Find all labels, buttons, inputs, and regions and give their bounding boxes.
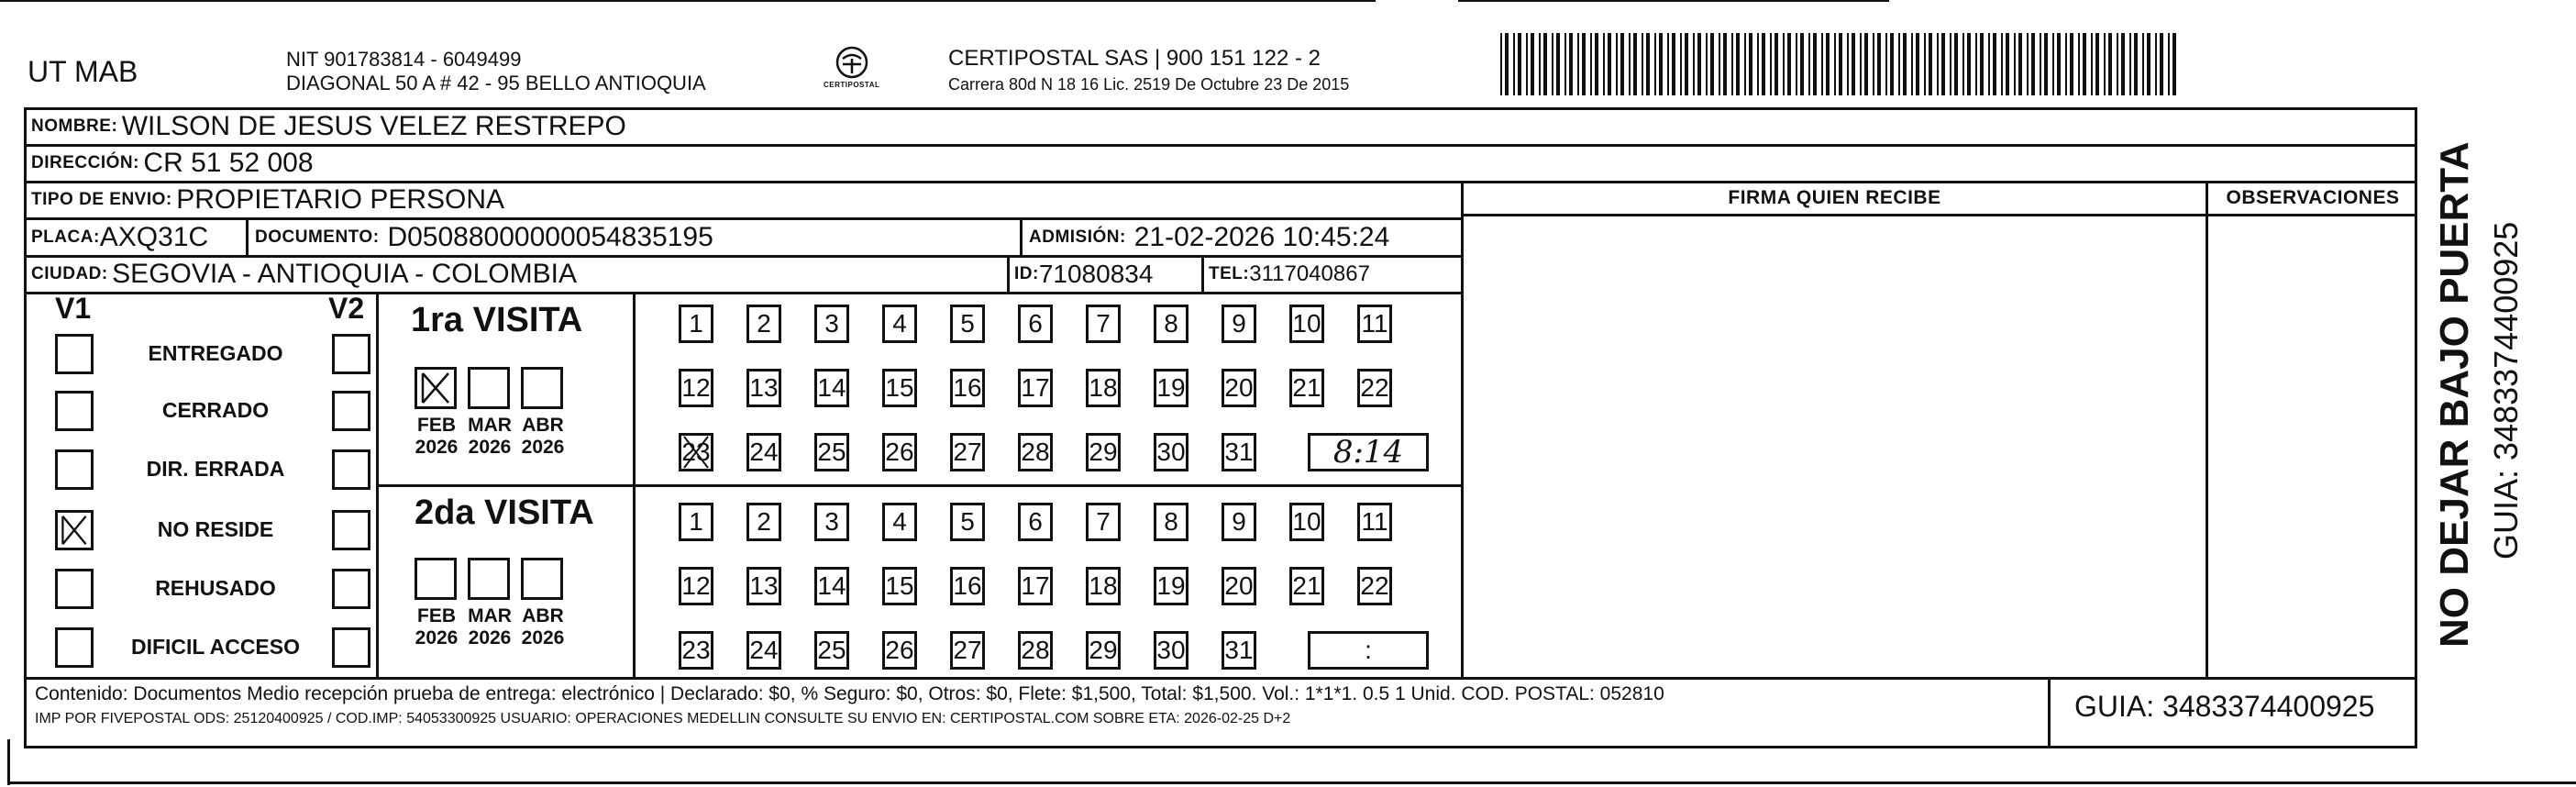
rule-plate-doc xyxy=(246,217,249,255)
visit2-title: 2da VISITA xyxy=(415,493,594,532)
visit2-day-7[interactable]: 7 xyxy=(1086,503,1121,541)
visit2-day-2[interactable]: 2 xyxy=(746,503,781,541)
visit1-day-6[interactable]: 6 xyxy=(1018,305,1053,343)
rule-visit-days xyxy=(633,292,636,677)
company-name: CERTIPOSTAL SAS | 900 151 122 - 2 xyxy=(948,46,1321,71)
observations-header: OBSERVACIONES xyxy=(2226,187,2400,208)
visit1-day-29[interactable]: 29 xyxy=(1086,433,1121,471)
status-v2-checkbox[interactable] xyxy=(332,449,370,490)
status-label: ENTREGADO xyxy=(148,341,283,365)
visit1-day-26[interactable]: 26 xyxy=(882,433,917,471)
address-row xyxy=(31,147,314,180)
visit1-day-3[interactable]: 3 xyxy=(814,305,849,343)
status-v1-checkbox[interactable] xyxy=(55,569,94,609)
visit2-day-1[interactable]: 1 xyxy=(679,503,713,541)
rule-status-visit xyxy=(376,292,379,677)
visit1-day-31[interactable]: 31 xyxy=(1222,433,1256,471)
month-name: ABR xyxy=(522,605,564,626)
visit2-day-28[interactable]: 28 xyxy=(1018,631,1053,670)
visit2-day-4[interactable]: 4 xyxy=(882,503,917,541)
visit2-day-17[interactable]: 17 xyxy=(1018,567,1053,605)
id-row xyxy=(1014,258,1153,291)
visit2-day-29[interactable]: 29 xyxy=(1086,631,1121,670)
month-year: 2026 xyxy=(415,627,459,648)
v2-label: V2 xyxy=(328,292,365,325)
month-year: 2026 xyxy=(468,437,512,458)
visit2-day-26[interactable]: 26 xyxy=(882,631,917,670)
visit1-day-12[interactable]: 12 xyxy=(679,369,713,407)
visit2-month-label xyxy=(464,605,515,649)
visit2-day-14[interactable]: 14 xyxy=(814,567,849,605)
footer-guia: GUIA: 3483374400925 xyxy=(2074,690,2375,723)
visit2-time-box[interactable]: : xyxy=(1308,631,1429,670)
month-name: FEB xyxy=(417,415,456,436)
footer-line1: Contenido: Documentos Medio recepción prueba de entrega: electrónico | Declarado: $0, % Seguro: $0, Otros: $0, Flete: $1,500, Total: $1,500. Vol.: 1*1*1. 0.5 1 Unid. COD. POSTAL: 052810 xyxy=(35,683,1664,704)
visit1-day-11[interactable]: 11 xyxy=(1357,305,1392,343)
month-year: 2026 xyxy=(468,627,512,648)
side-warning: NO DEJAR BAJO PUERTA xyxy=(2432,141,2477,648)
admission-row xyxy=(1029,221,1389,254)
status-label: DIR. ERRADA xyxy=(146,457,285,481)
rule-name xyxy=(24,144,2417,147)
v1-label: V1 xyxy=(55,292,92,325)
visit1-day-4[interactable]: 4 xyxy=(882,305,917,343)
side-guia: GUIA: 3483374400925 xyxy=(2487,221,2525,560)
admission-label: ADMISIÓN: xyxy=(1029,227,1126,247)
status-label: DIFICIL ACCESO xyxy=(130,635,300,659)
visit2-day-3[interactable]: 3 xyxy=(814,503,849,541)
visit2-day-13[interactable]: 13 xyxy=(746,567,781,605)
doc-label: DOCUMENTO: xyxy=(255,227,380,247)
status-v2-checkbox[interactable] xyxy=(332,569,370,609)
visit2-day-20[interactable]: 20 xyxy=(1222,567,1256,605)
visit2-day-5[interactable]: 5 xyxy=(950,503,985,541)
visit1-month-label xyxy=(464,415,515,459)
visit1-month-box-mar[interactable] xyxy=(468,367,510,409)
status-v1-checkbox[interactable] xyxy=(55,449,94,490)
visit2-day-11[interactable]: 11 xyxy=(1357,503,1392,541)
signature-header: FIRMA QUIEN RECIBE xyxy=(1728,187,1941,208)
visit1-day-14[interactable]: 14 xyxy=(814,369,849,407)
left-rule xyxy=(7,739,10,785)
city-row xyxy=(31,258,577,291)
sender-name: UT MAB xyxy=(28,55,138,88)
name-row xyxy=(31,110,626,143)
visit2-day-25[interactable]: 25 xyxy=(814,631,849,670)
visit1-day-30[interactable]: 30 xyxy=(1154,433,1188,471)
id-label: ID: xyxy=(1014,264,1039,283)
visit2-day-12[interactable]: 12 xyxy=(679,567,713,605)
status-v1-checkbox[interactable] xyxy=(55,334,94,374)
month-year: 2026 xyxy=(415,437,459,458)
visit1-month-box-abr[interactable] xyxy=(521,367,563,409)
doc-value: D05088000000054835195 xyxy=(387,222,713,252)
month-year: 2026 xyxy=(521,627,565,648)
status-v1-checkbox[interactable] xyxy=(55,391,94,431)
visit1-title: 1ra VISITA xyxy=(411,301,583,339)
admission-value: 21-02-2026 10:45:24 xyxy=(1133,222,1390,252)
visit1-month-box-feb[interactable] xyxy=(415,367,457,409)
visit1-day-23[interactable]: 23 xyxy=(679,433,713,471)
visit2-month-label xyxy=(517,605,569,649)
visit1-day-1[interactable]: 1 xyxy=(679,305,713,343)
rule-obs-left xyxy=(2206,181,2208,677)
plate-label: PLACA: xyxy=(31,227,100,247)
status-label: NO RESIDE xyxy=(157,517,274,541)
status-v1-checkbox[interactable] xyxy=(55,627,94,668)
logo-text: CERTIPOSTAL xyxy=(824,81,880,89)
barcode xyxy=(1500,33,2184,95)
visit1-day-25[interactable]: 25 xyxy=(814,433,849,471)
visit2-day-24[interactable]: 24 xyxy=(746,631,781,670)
rule-type xyxy=(24,217,1464,220)
shipment-type: PROPIETARIO PERSONA xyxy=(176,184,505,215)
visit1-day-27[interactable]: 27 xyxy=(950,433,985,471)
visit1-day-24[interactable]: 24 xyxy=(746,433,781,471)
top-rule-right xyxy=(1458,0,1889,2)
visit1-day-21[interactable]: 21 xyxy=(1289,369,1324,407)
visit2-day-6[interactable]: 6 xyxy=(1018,503,1053,541)
status-label: CERRADO xyxy=(161,398,270,422)
id-value: 71080834 xyxy=(1038,260,1154,288)
visit1-month-label xyxy=(517,415,569,459)
month-name: MAR xyxy=(468,415,512,436)
visit2-month-box-abr[interactable] xyxy=(521,558,563,600)
visit2-month-box-feb[interactable] xyxy=(415,558,457,600)
visit1-day-15[interactable]: 15 xyxy=(882,369,917,407)
status-v2-checkbox[interactable] xyxy=(332,627,370,668)
rule-city-id xyxy=(1007,255,1010,292)
visit1-day-17[interactable]: 17 xyxy=(1018,369,1053,407)
rule-visit-mid xyxy=(376,484,1464,487)
plate-row xyxy=(31,221,208,254)
rule-sig-left xyxy=(1461,181,1464,677)
rule-footer xyxy=(24,677,2417,680)
visit2-day-19[interactable]: 19 xyxy=(1154,567,1188,605)
visit1-day-16[interactable]: 16 xyxy=(950,369,985,407)
status-v2-checkbox[interactable] xyxy=(332,510,370,550)
visit2-month-label xyxy=(411,605,462,649)
visit1-day-28[interactable]: 28 xyxy=(1018,433,1053,471)
visit1-day-13[interactable]: 13 xyxy=(746,369,781,407)
company-address: Carrera 80d N 18 16 Lic. 2519 De Octubre 23 De 2015 xyxy=(948,75,1350,94)
visit2-day-9[interactable]: 9 xyxy=(1222,503,1256,541)
tel-label: TEL: xyxy=(1209,264,1250,283)
footer-line2: IMP POR FIVEPOSTAL ODS: 25120400925 / COD.IMP: 54053300925 USUARIO: OPERACIONES MEDELLIN CONSULTE SU ENVIO EN: CERTIPOSTAL.COM SOBRE ETA: 2026-02-25 D+2 xyxy=(35,711,1291,726)
tel-value: 3117040867 xyxy=(1249,261,1370,286)
visit2-day-22[interactable]: 22 xyxy=(1357,567,1392,605)
month-name: ABR xyxy=(522,415,564,436)
visit2-day-27[interactable]: 27 xyxy=(950,631,985,670)
sender-nit: NIT 901783814 - 6049499 xyxy=(286,48,522,71)
visit2-day-15[interactable]: 15 xyxy=(882,567,917,605)
rule-sig-header xyxy=(1461,214,2417,216)
address-label: DIRECCIÓN: xyxy=(31,153,139,172)
visit1-day-10[interactable]: 10 xyxy=(1289,305,1324,343)
bottom-rule xyxy=(9,781,2576,784)
doc-row xyxy=(255,221,713,254)
visit1-day-2[interactable]: 2 xyxy=(746,305,781,343)
visit1-day-9[interactable]: 9 xyxy=(1222,305,1256,343)
month-name: FEB xyxy=(417,605,456,626)
month-name: MAR xyxy=(468,605,512,626)
status-v2-checkbox[interactable] xyxy=(332,391,370,431)
status-label: REHUSADO xyxy=(155,576,276,600)
visit2-month-box-mar[interactable] xyxy=(468,558,510,600)
sender-address: DIAGONAL 50 A # 42 - 95 BELLO ANTIOQUIA xyxy=(286,72,706,94)
month-year: 2026 xyxy=(521,437,565,458)
type-label: TIPO DE ENVIO: xyxy=(31,190,172,209)
certipostal-logo xyxy=(824,44,880,95)
visit1-day-19[interactable]: 19 xyxy=(1154,369,1188,407)
visit2-day-8[interactable]: 8 xyxy=(1154,503,1188,541)
city-label: CIUDAD: xyxy=(31,264,108,283)
visit2-day-23[interactable]: 23 xyxy=(679,631,713,670)
visit1-day-20[interactable]: 20 xyxy=(1222,369,1256,407)
rule-footer-guia xyxy=(2048,677,2051,748)
visit1-day-5[interactable]: 5 xyxy=(950,305,985,343)
type-row xyxy=(31,183,504,216)
visit2-day-18[interactable]: 18 xyxy=(1086,567,1121,605)
status-v2-checkbox[interactable] xyxy=(332,334,370,374)
visit2-day-21[interactable]: 21 xyxy=(1289,567,1324,605)
visit2-day-16[interactable]: 16 xyxy=(950,567,985,605)
plate-value: AXQ31C xyxy=(99,222,209,252)
rule-id-tel xyxy=(1201,255,1204,292)
visit1-time-box[interactable]: 8:14 xyxy=(1308,433,1429,471)
top-rule-left xyxy=(0,0,1376,2)
name-label: NOMBRE: xyxy=(31,116,118,136)
tel-row xyxy=(1209,258,1370,291)
visit1-day-18[interactable]: 18 xyxy=(1086,369,1121,407)
recipient-name: WILSON DE JESUS VELEZ RESTREPO xyxy=(121,111,626,141)
recipient-address: CR 51 52 008 xyxy=(143,148,314,178)
visit1-day-22[interactable]: 22 xyxy=(1357,369,1392,407)
city-value: SEGOVIA - ANTIOQUIA - COLOMBIA xyxy=(112,259,577,289)
visit2-day-31[interactable]: 31 xyxy=(1222,631,1256,670)
visit1-month-label xyxy=(411,415,462,459)
visit2-day-30[interactable]: 30 xyxy=(1154,631,1188,670)
visit2-day-10[interactable]: 10 xyxy=(1289,503,1324,541)
visit1-day-8[interactable]: 8 xyxy=(1154,305,1188,343)
visit1-day-7[interactable]: 7 xyxy=(1086,305,1121,343)
rule-city xyxy=(24,292,1464,294)
status-v1-checkbox[interactable] xyxy=(55,510,94,550)
rule-doc-adm xyxy=(1020,217,1023,255)
